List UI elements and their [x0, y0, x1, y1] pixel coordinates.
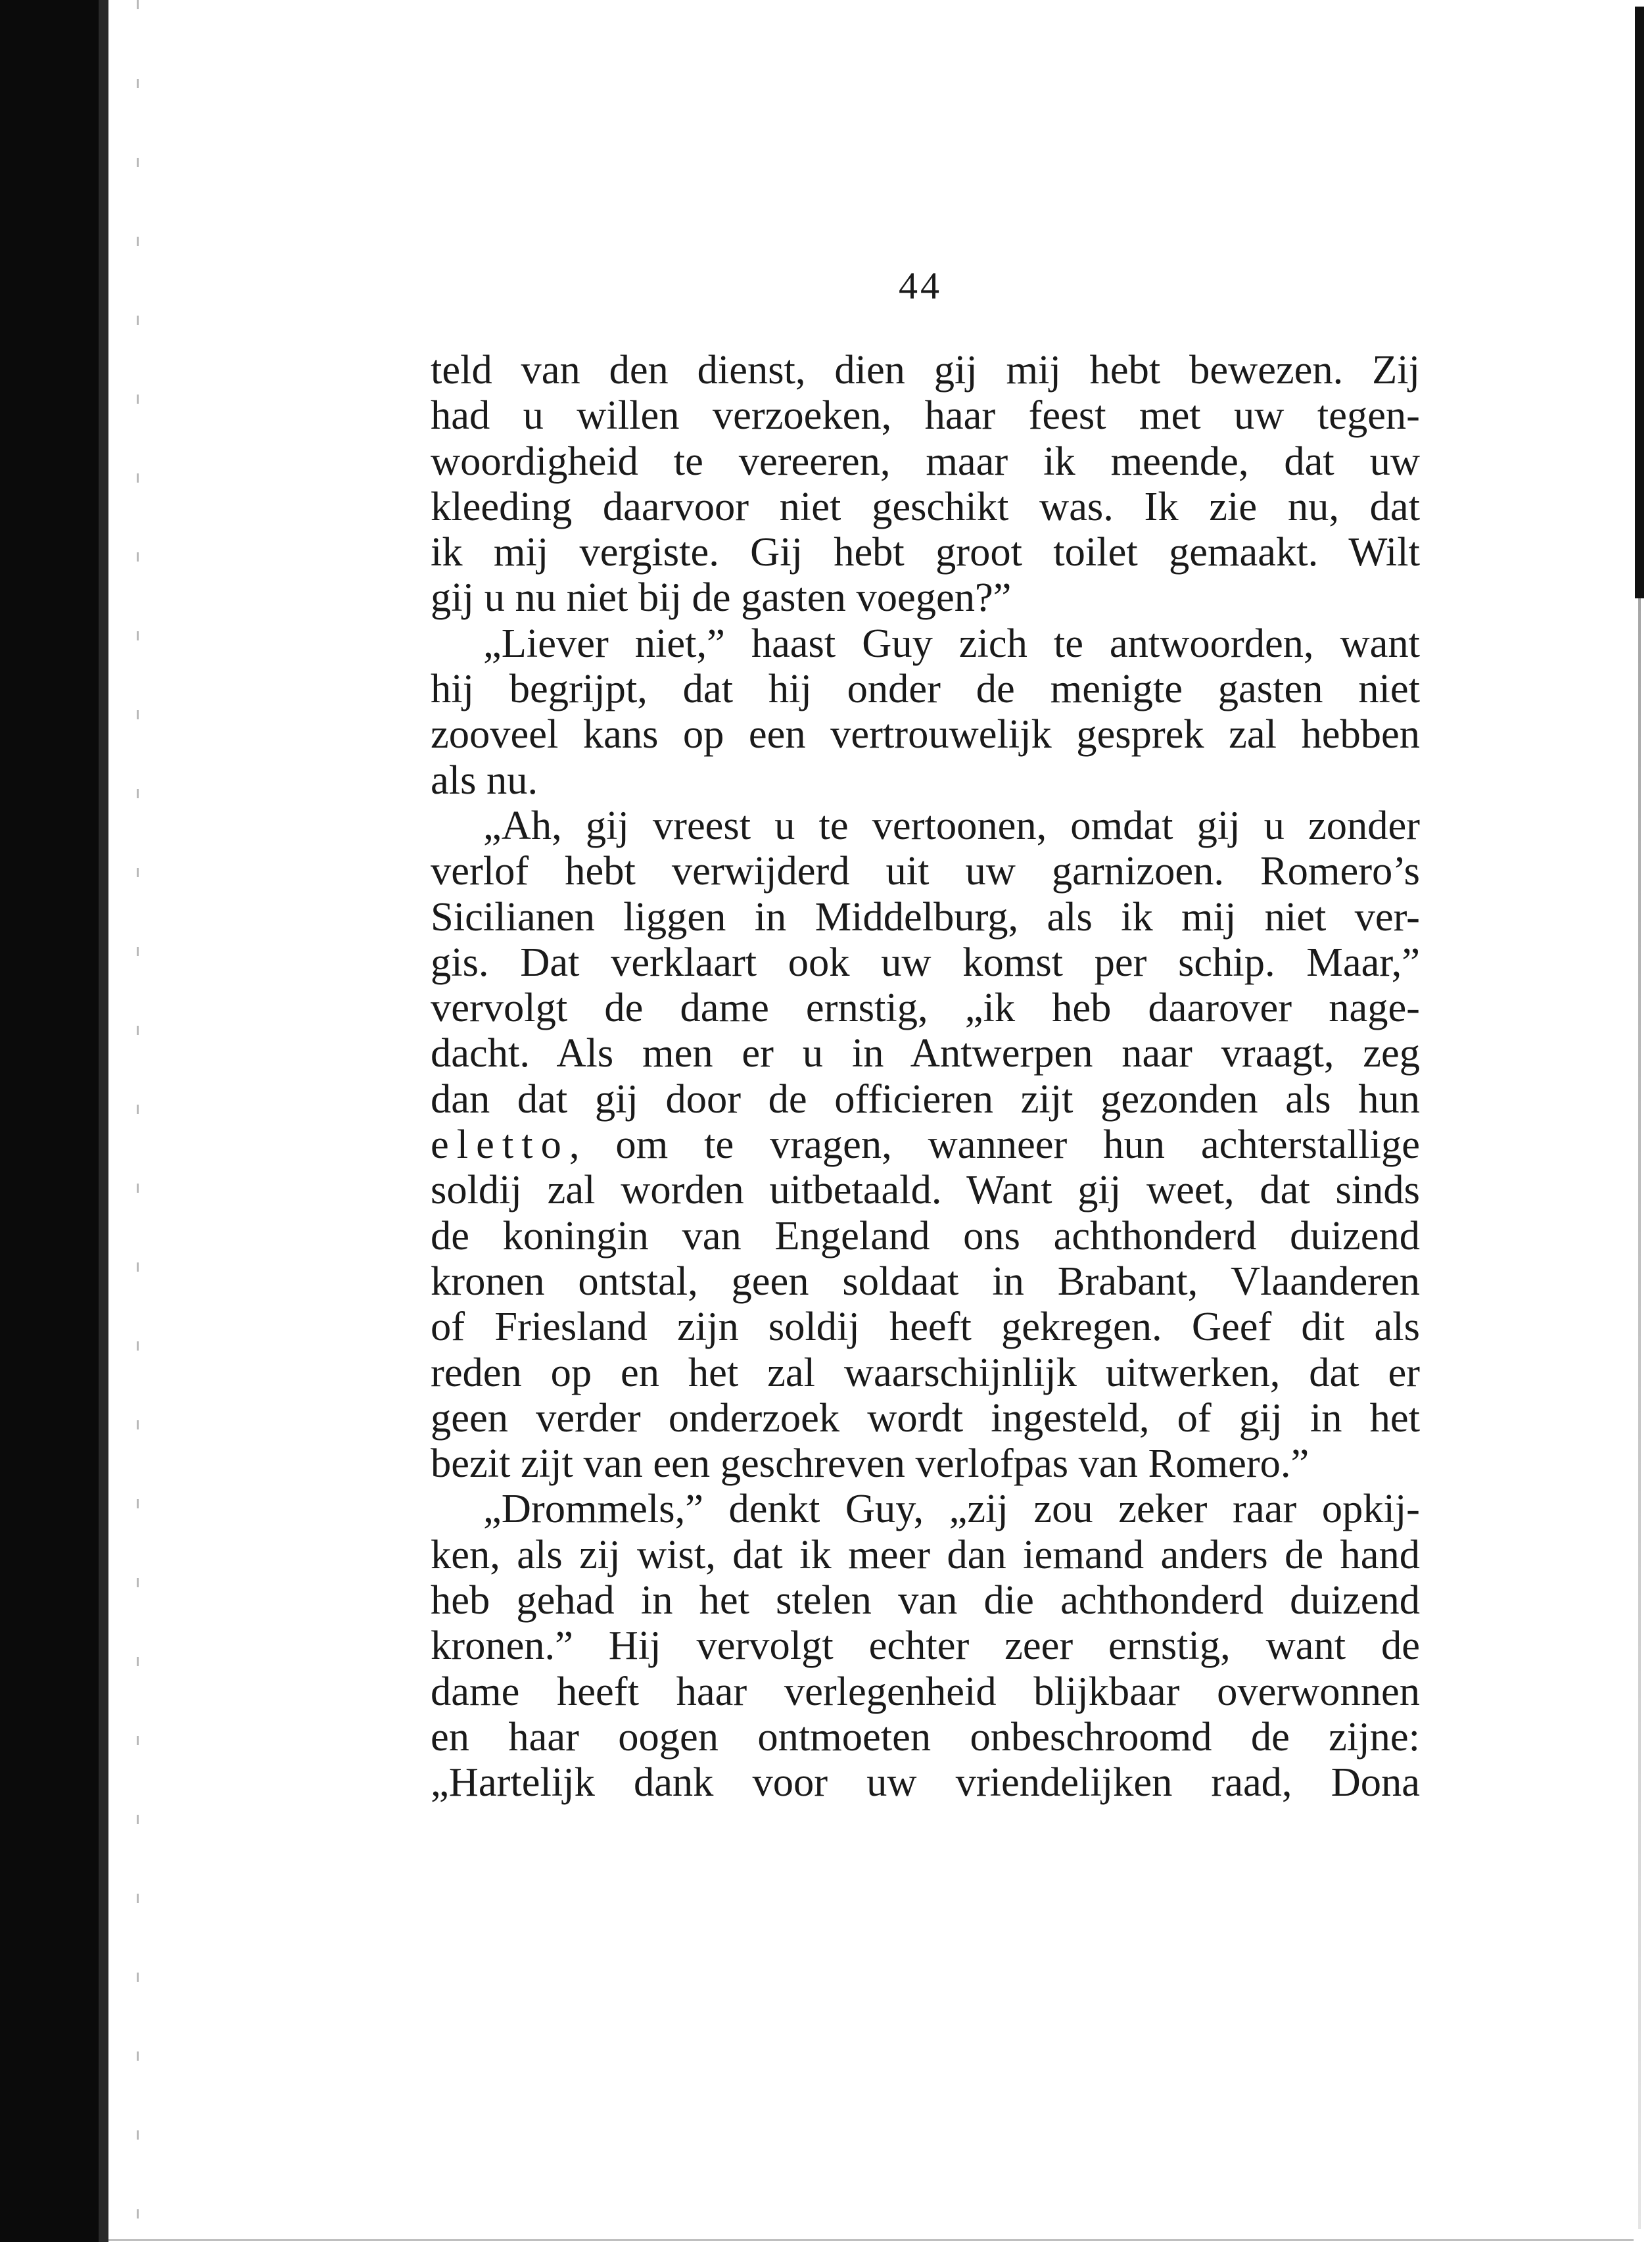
text-line: bezit zijt van een geschreven verlofpas van Romero.” [431, 1440, 1310, 1487]
text-line: gis. Dat verklaart ook uw komst per schip. Maar,” [431, 938, 1420, 985]
body-text [431, 347, 1420, 1806]
text-line: ik mij vergiste. Gij hebt groot toilet gemaakt. Wilt [431, 529, 1420, 575]
text-line: soldij zal worden uitbetaald. Want gij weet, dat sinds [431, 1166, 1420, 1213]
text-line: kronen ontstal, geen soldaat in Brabant, Vlaanderen [431, 1257, 1420, 1304]
paragraph-start-line: „Ah, gij vreest u te vertoonen, omdat gij u zonder [483, 802, 1420, 848]
text-line: Sicilianen liggen in Middelburg, als ik mij niet ver- [431, 893, 1420, 940]
scan-right-edge [1635, 7, 1644, 598]
text-line: als nu. [431, 756, 538, 803]
scan-gutter-marks [112, 0, 158, 2254]
text-line: hij begrijpt, dat hij onder de menigte gasten niet [431, 665, 1420, 712]
text-line: zooveel kans op een vertrouwelijk gesprek zal hebben [431, 711, 1420, 757]
text-line: dan dat gij door de officieren zijt gezonden als hun [431, 1075, 1420, 1122]
text-line: verlof hebt verwijderd uit uw garnizoen. Romero’s [431, 848, 1420, 894]
text-line: reden op en het zal waarschijnlijk uitwerken, dat er [431, 1349, 1420, 1395]
text-line: kleeding daarvoor niet geschikt was. Ik zie nu, dat [431, 483, 1420, 529]
scan-binding-shadow [0, 0, 108, 2242]
text-fragment: , om te vragen, wanneer hun achterstallige [569, 1121, 1420, 1168]
paragraph-start-line: „Liever niet,” haast Guy zich te antwoorden, want [483, 619, 1420, 666]
text-line: kronen.” Hij vervolgt echter zeer ernstig, want de [431, 1622, 1420, 1669]
text-line: de koningin van Engeland ons achthonderd duizend [431, 1212, 1420, 1259]
text-line: of Friesland zijn soldij heeft gekregen. Geef dit als [431, 1303, 1420, 1350]
text-line: woordigheid te vereeren, maar ik meende, dat uw [431, 437, 1420, 484]
emphasized-word: eletto [431, 1121, 569, 1168]
text-line: dame heeft haar verlegenheid blijkbaar overwonnen [431, 1667, 1420, 1714]
text-line-eletto [431, 1122, 1420, 1167]
text-line: en haar oogen ontmoeten onbeschroomd de zijne: [431, 1713, 1420, 1760]
text-line: had u willen verzoeken, haar feest met uw tegen- [431, 392, 1420, 439]
paragraph-start-line: „Drommels,” denkt Guy, „zij zou zeker raar opkij- [483, 1485, 1420, 1532]
text-line: gij u nu niet bij de gasten voegen?” [431, 574, 1012, 621]
text-line: teld van den dienst, dien gij mij hebt bewezen. Zij [431, 347, 1420, 393]
text-line: vervolgt de dame ernstig, „ik heb daarover nage- [431, 984, 1420, 1031]
text-line: ken, als zij wist, dat ik meer dan iemand anders de hand [431, 1531, 1420, 1577]
text-line: heb gehad in het stelen van die achthonderd duizend [431, 1577, 1420, 1623]
text-line: dacht. Als men er u in Antwerpen naar vraagt, zeg [431, 1030, 1420, 1076]
text-line: geen verder onderzoek wordt ingesteld, of gij in het [431, 1394, 1420, 1441]
text-line: „Hartelijk dank voor uw vriendelijken raad, Dona [431, 1759, 1420, 1806]
scan-right-edge-faint [1638, 598, 1641, 2229]
scan-bottom-edge [108, 2239, 1634, 2241]
page-number: 44 [899, 264, 942, 307]
